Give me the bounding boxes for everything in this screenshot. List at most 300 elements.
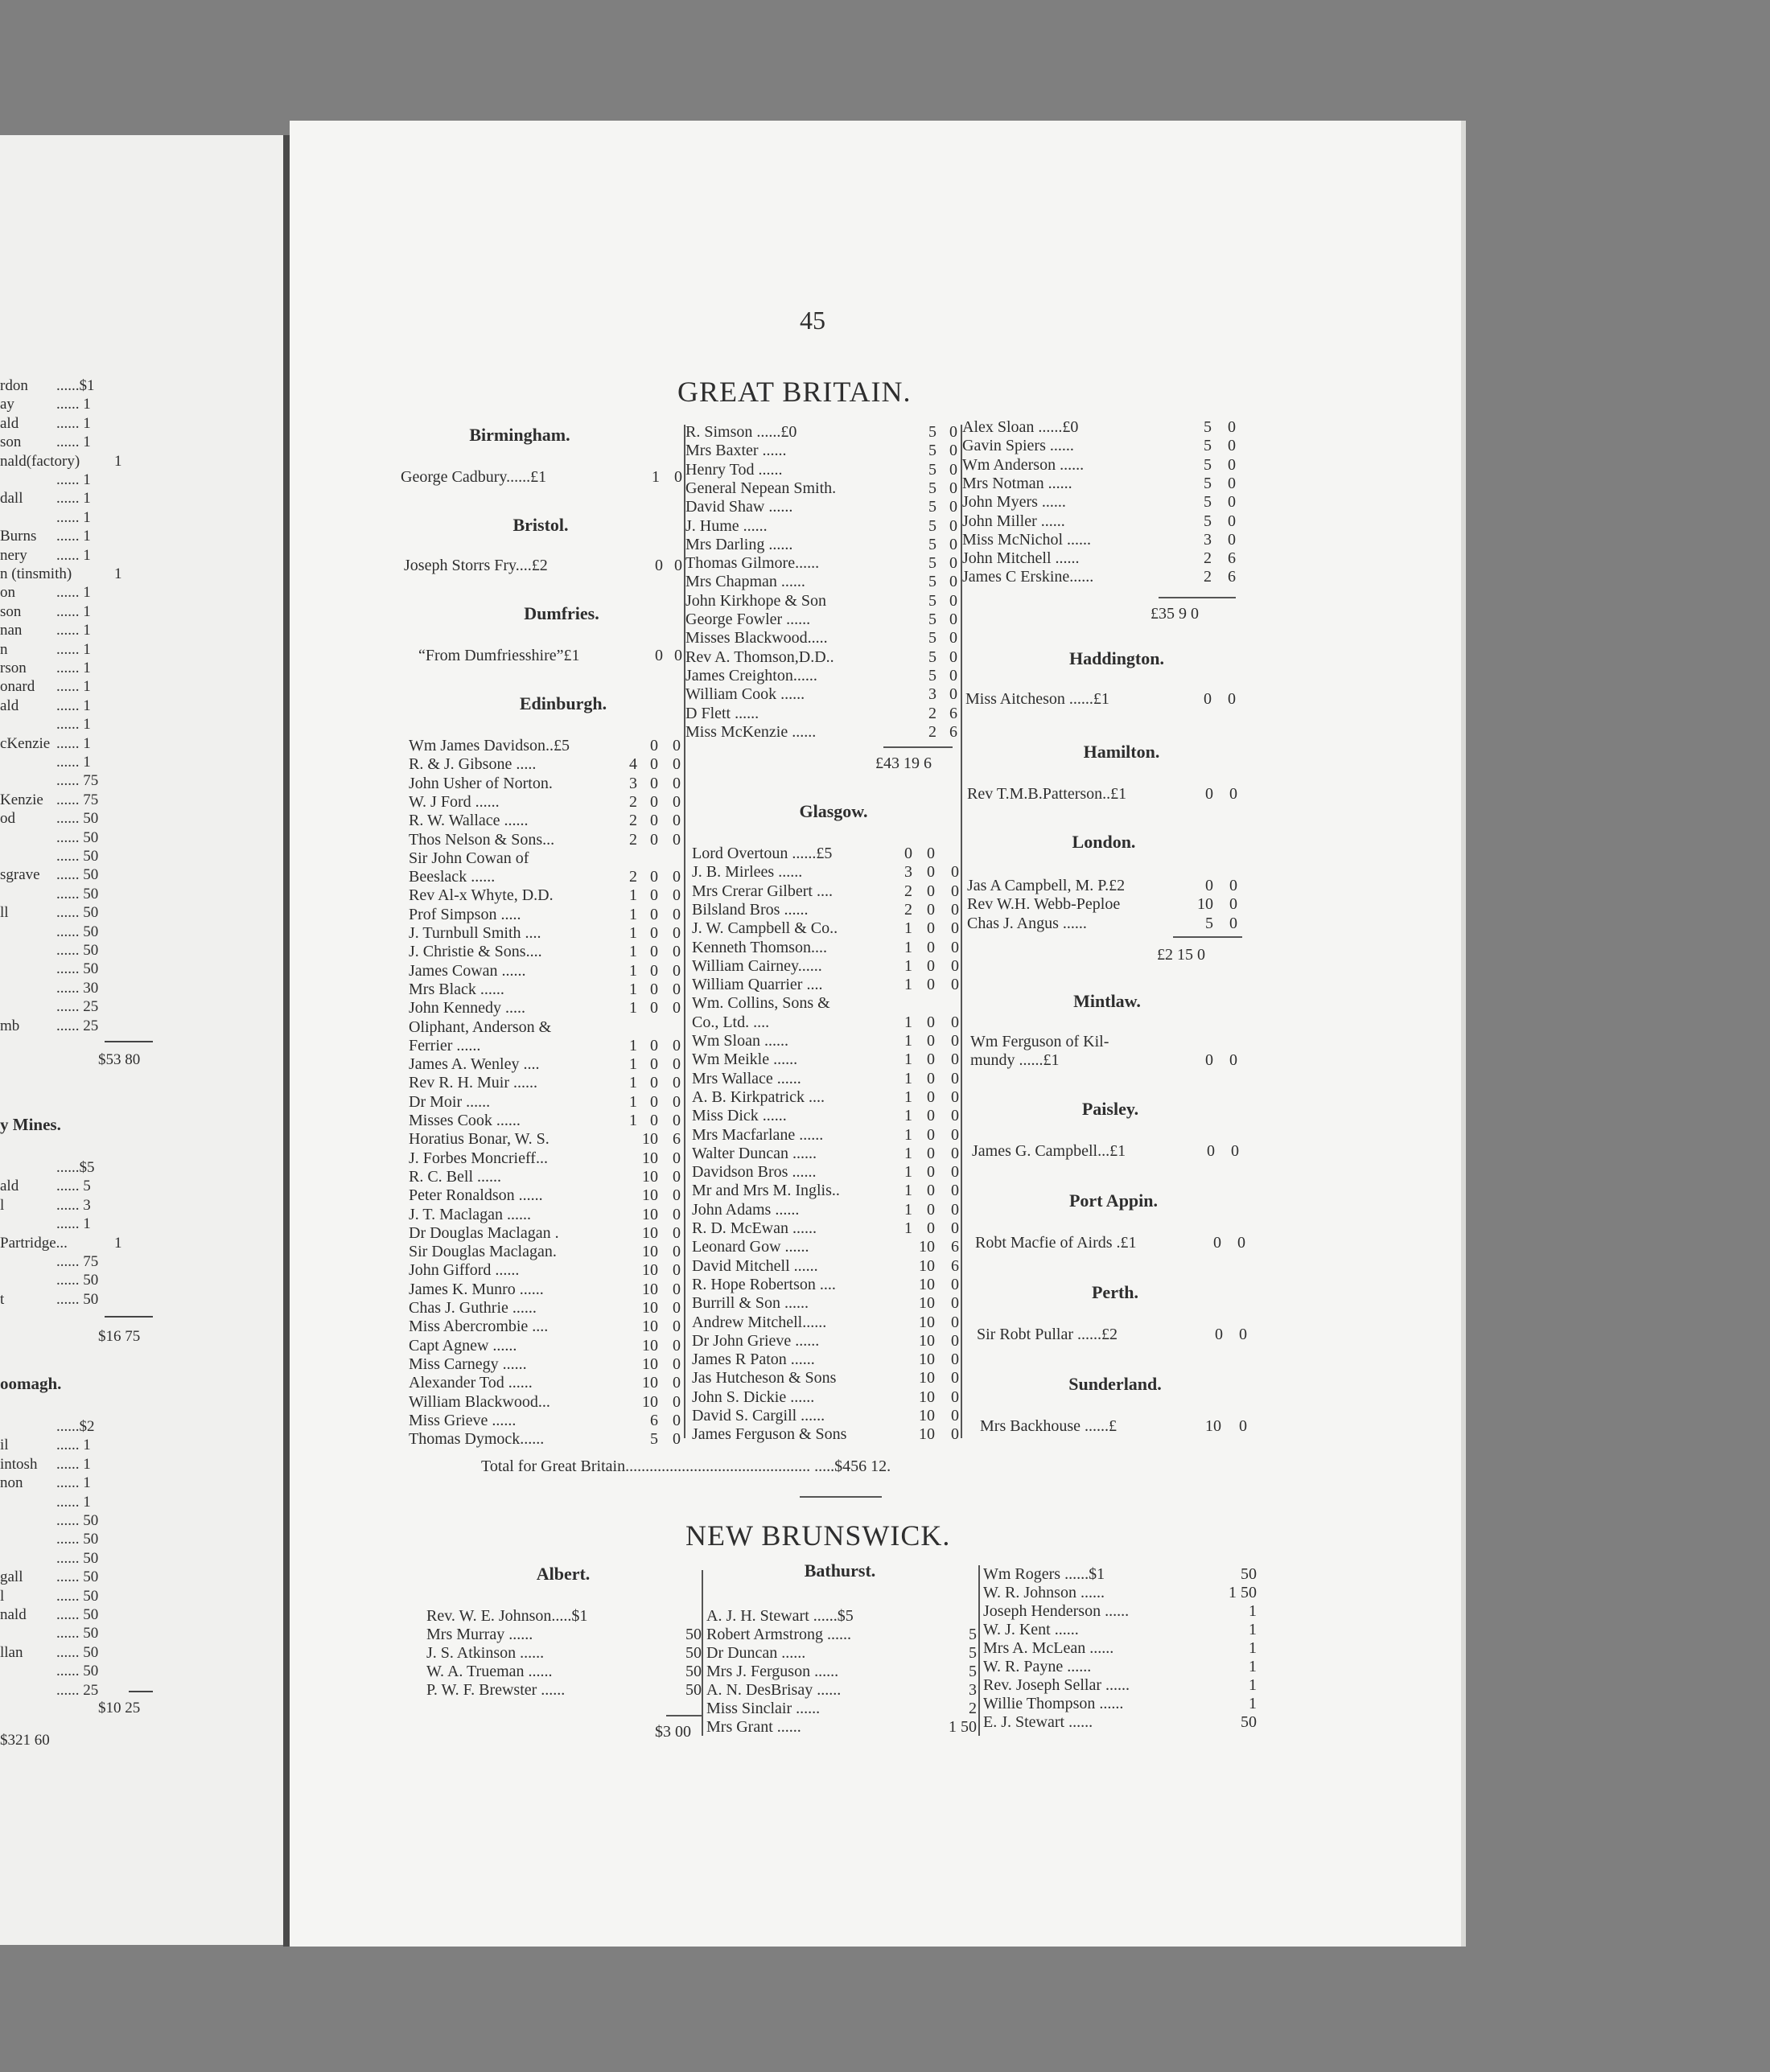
donor-name: Chas J. Angus ......	[967, 914, 1087, 932]
left-line-amount: ...... 1	[56, 508, 91, 526]
donor-name: George Cadbury......£1	[401, 468, 547, 486]
donor-amount: 0	[949, 460, 957, 479]
donor-amount: 0	[951, 1388, 959, 1406]
left-line-amount: ...... 75	[56, 1253, 99, 1270]
donor-row	[685, 461, 959, 480]
donor-amount: 1	[1249, 1602, 1257, 1620]
left-line-amount: ......$5	[56, 1159, 95, 1176]
donor-row	[962, 531, 1242, 550]
donor-amount: 5	[928, 648, 936, 666]
donor-name: Wm Rogers ......$1	[983, 1565, 1105, 1583]
left-line-name: nald	[0, 1606, 27, 1623]
donor-row	[409, 1337, 682, 1356]
donor-row	[409, 1112, 682, 1131]
donor-row	[706, 1718, 977, 1737]
donor-amount: 1	[904, 1107, 912, 1125]
donor-amount: 50	[685, 1663, 702, 1680]
donor-row	[685, 536, 959, 555]
donor-amount: 0	[927, 919, 935, 938]
donor-name: Dr Moir ......	[409, 1092, 491, 1111]
left-line-name: sgrave	[0, 866, 40, 884]
donor-row	[409, 1074, 682, 1093]
donor-name: Burrill & Son ......	[692, 1294, 809, 1313]
donor-amount: 0	[650, 1074, 658, 1092]
donor-amount: 0	[673, 812, 681, 830]
donor-row	[685, 479, 959, 499]
section-divider	[800, 1496, 882, 1498]
donor-row	[685, 629, 959, 648]
donor-amount: 0	[673, 1355, 681, 1373]
donor-name: Robt Macfie of Airds .£1	[975, 1234, 1137, 1252]
donor-row	[983, 1602, 1257, 1622]
donor-row	[409, 1018, 682, 1038]
county-heading: Haddington.	[1069, 648, 1164, 668]
donor-row	[962, 456, 1242, 475]
left-line-amount: ...... 50	[56, 1549, 99, 1567]
donor-amount: 0	[650, 999, 658, 1018]
donor-name: Dr Douglas Maclagan .	[409, 1223, 559, 1242]
donor-amount: 1	[904, 1144, 912, 1162]
county-heading: Perth.	[1091, 1282, 1139, 1302]
donor-name: W. J Ford ......	[409, 792, 500, 811]
left-line-amount: ...... 75	[56, 791, 99, 808]
donor-row	[692, 1238, 962, 1257]
donor-row	[962, 568, 1242, 587]
donor-amount: 0	[673, 1074, 681, 1092]
donor-name: Mrs Black ......	[409, 980, 504, 998]
donor-row	[685, 705, 959, 724]
donor-amount: 6	[1228, 568, 1236, 586]
donor-amount: 0	[949, 591, 957, 610]
donor-amount: 0	[650, 886, 658, 905]
donor-row	[706, 1681, 977, 1700]
donor-amount: 3	[629, 774, 637, 792]
donor-amount: 1	[904, 1050, 912, 1069]
donor-row	[692, 1201, 962, 1220]
donor-row	[685, 648, 959, 668]
donor-amount: 6	[949, 722, 957, 741]
donor-row	[692, 919, 962, 939]
donor-name: Oliphant, Anderson &	[409, 1018, 552, 1036]
donor-row	[692, 994, 962, 1013]
donor-amount: 0	[951, 1107, 959, 1125]
donor-name: Dr Duncan ......	[706, 1644, 806, 1662]
donor-row	[692, 1257, 962, 1276]
donor-amount: 0	[673, 1411, 681, 1429]
donor-row	[967, 895, 1241, 915]
donor-amount: 3	[904, 863, 912, 882]
donor-amount: 5	[650, 1430, 658, 1449]
donor-amount: 0	[951, 1069, 959, 1087]
donor-name: William Quarrier ....	[692, 976, 823, 994]
county-heading: Hamilton.	[1083, 742, 1160, 762]
donor-amount: 2	[928, 704, 936, 722]
donor-name: Jas Hutcheson & Sons	[692, 1369, 837, 1388]
donor-row	[692, 1145, 962, 1164]
donor-name: Mrs Baxter ......	[685, 442, 787, 460]
left-line-amount: ...... 1	[56, 678, 91, 696]
donor-name: Miss McNichol ......	[962, 530, 1091, 549]
donor-name: W. J. Kent ......	[983, 1621, 1079, 1638]
donor-amount: 0	[949, 423, 957, 441]
donor-amount: 0	[673, 1299, 681, 1317]
donor-amount: 2	[928, 722, 936, 741]
donor-amount: 0	[1207, 1142, 1215, 1160]
left-line-name: mb	[0, 1017, 20, 1034]
donor-amount: 0	[927, 1107, 935, 1125]
donor-name: W. R. Johnson ......	[983, 1584, 1105, 1601]
donor-amount: 5	[928, 535, 936, 553]
column-rule	[702, 1570, 703, 1736]
donor-amount: 0	[673, 1336, 681, 1355]
donor-amount: 0	[673, 924, 681, 942]
donor-amount: 5	[928, 573, 936, 591]
donor-amount: 0	[927, 1144, 935, 1162]
donor-amount: 10	[919, 1388, 935, 1406]
donor-row	[692, 1182, 962, 1201]
donor-amount: 0	[650, 792, 658, 811]
donor-amount: 0	[949, 498, 957, 516]
donor-name: Joseph Storrs Fry....£2	[404, 557, 548, 574]
donor-row	[692, 1369, 962, 1388]
donor-amount: 1	[629, 999, 637, 1018]
donor-row	[409, 1281, 682, 1300]
left-line-amount: ...... 50	[56, 866, 99, 884]
donor-row	[426, 1607, 703, 1626]
donor-name: R. D. McEwan ......	[692, 1219, 817, 1237]
donor-amount: 0	[949, 648, 957, 666]
left-line-amount: ...... 50	[56, 848, 99, 865]
donor-amount: 5	[928, 442, 936, 460]
donor-name: Bilsland Bros ......	[692, 900, 809, 919]
donor-name: Davidson Bros ......	[692, 1163, 817, 1182]
donor-name: J. T. Maclagan ......	[409, 1205, 532, 1223]
donor-amount: 0	[949, 573, 957, 591]
donor-row	[983, 1695, 1257, 1714]
donor-name: J. S. Atkinson ......	[426, 1644, 545, 1662]
donor-amount: 0	[650, 1112, 658, 1129]
donor-amount: 6	[951, 1238, 959, 1256]
left-total-rule	[105, 1041, 153, 1042]
donor-row	[692, 1107, 962, 1126]
donor-row	[409, 793, 682, 812]
donor-amount: 5	[1204, 493, 1212, 512]
left-line-name: on	[0, 584, 15, 602]
donor-row	[962, 512, 1242, 532]
donor-amount: 1	[904, 1069, 912, 1087]
donor-name: Wm. Collins, Sons &	[692, 994, 830, 1013]
donor-name: David Mitchell ......	[692, 1256, 818, 1275]
donor-row	[426, 1644, 703, 1663]
donor-amount: 10	[919, 1425, 935, 1444]
left-total: $10 25	[98, 1700, 141, 1716]
donor-amount: 0	[927, 1163, 935, 1182]
donor-row	[409, 1374, 682, 1393]
donor-amount: 0	[951, 938, 959, 956]
donor-amount: 3	[928, 685, 936, 704]
donor-amount: 5	[928, 629, 936, 648]
left-line-name: il	[0, 1437, 9, 1454]
donor-row	[706, 1644, 977, 1663]
column-rule	[978, 1565, 980, 1736]
donor-amount: 0	[1215, 1326, 1223, 1343]
donor-name: John Miller ......	[962, 512, 1065, 530]
donor-amount: 2	[629, 830, 637, 849]
donor-amount: 0	[951, 1294, 959, 1313]
donor-amount: 1	[904, 1182, 912, 1200]
left-line-name: llan	[0, 1643, 23, 1661]
donor-amount: 4	[629, 755, 637, 774]
donor-amount: 10	[919, 1350, 935, 1369]
left-line-amount: ...... 1	[56, 584, 91, 602]
left-line-name: n	[0, 640, 8, 658]
donor-amount: 10	[1197, 895, 1213, 914]
donor-amount: 5	[928, 479, 936, 497]
donor-amount: 10	[919, 1369, 935, 1388]
subtotal-rule	[883, 746, 953, 748]
donor-name: John Myers ......	[962, 493, 1066, 512]
donor-amount: 1	[904, 976, 912, 994]
donor-amount: 0	[650, 1055, 658, 1074]
donor-name: A. N. DesBrisay ......	[706, 1681, 842, 1699]
donor-name: A. J. H. Stewart ......$5	[706, 1607, 854, 1625]
donor-amount: 0	[1205, 1051, 1213, 1070]
donor-amount: 0	[951, 976, 959, 994]
left-line-amount: ...... 1	[56, 716, 91, 734]
donor-amount: 1	[904, 956, 912, 975]
donor-amount: 0	[650, 774, 658, 792]
donor-amount: 0	[673, 1036, 681, 1054]
donor-amount: 5	[969, 1663, 977, 1680]
donor-name: R. C. Bell ......	[409, 1167, 502, 1186]
donor-name: Kenneth Thomson....	[692, 938, 827, 956]
donor-amount: 2	[629, 868, 637, 886]
donor-row	[685, 610, 959, 630]
donor-row	[409, 775, 682, 794]
left-line-name: nery	[0, 546, 27, 564]
donor-row	[685, 442, 959, 461]
donor-amount: 1	[904, 1087, 912, 1106]
donor-name: Henry Tod ......	[685, 460, 783, 479]
donor-row	[962, 418, 1242, 438]
donor-amount: 0	[949, 516, 957, 535]
left-line-amount: ...... 1	[56, 1455, 91, 1473]
donor-row	[977, 1326, 1250, 1345]
donor-amount: 0	[674, 647, 682, 664]
donor-amount: 10	[919, 1313, 935, 1331]
donor-name: John Kennedy .....	[409, 999, 525, 1018]
donor-amount: 0	[1229, 785, 1237, 803]
left-line-amount: ...... 50	[56, 1531, 99, 1548]
donor-row	[706, 1663, 977, 1682]
donor-amount: 5	[928, 554, 936, 573]
left-line-amount: ...... 50	[56, 885, 99, 902]
donor-amount: 5	[1205, 914, 1213, 932]
donor-amount: 1 50	[949, 1718, 977, 1736]
donor-name: Mrs Chapman ......	[685, 573, 805, 591]
donor-amount: 10	[919, 1331, 935, 1350]
donor-amount: 1	[629, 943, 637, 961]
left-line-amount: ...... 50	[56, 960, 99, 978]
subtotal: £43 19 6	[875, 754, 932, 772]
donor-amount: 0	[904, 845, 912, 862]
left-line-amount: ...... 50	[56, 1568, 99, 1586]
left-line-amount: ...... 1	[56, 734, 91, 752]
donor-row	[692, 1088, 962, 1108]
donor-name: James R Paton ......	[692, 1350, 815, 1369]
left-line-amount: 1	[114, 452, 122, 470]
donor-amount: 0	[673, 868, 681, 886]
donor-amount: 0	[949, 535, 957, 553]
donor-amount: 0	[674, 557, 682, 574]
left-line-amount: ...... 25	[56, 1681, 99, 1699]
donor-name: John Adams ......	[692, 1200, 800, 1219]
donor-amount: 0	[951, 1050, 959, 1069]
donor-name: “From Dumfriesshire”£1	[418, 647, 580, 664]
donor-name: Sir Robt Pullar ......£2	[977, 1326, 1118, 1343]
left-line-amount: ...... 50	[56, 1272, 99, 1289]
donor-row	[685, 498, 959, 517]
donor-amount: 2	[629, 812, 637, 830]
donor-amount: 0	[1228, 455, 1236, 474]
donor-amount: 0	[650, 1092, 658, 1111]
donor-name: James Cowan ......	[409, 961, 526, 980]
donor-amount: 0	[673, 1261, 681, 1280]
donor-amount: 0	[673, 1149, 681, 1167]
donor-amount: 0	[951, 882, 959, 900]
donor-row	[409, 1318, 682, 1337]
donor-row	[409, 1206, 682, 1225]
donor-amount: 0	[1229, 1051, 1237, 1070]
donor-amount: 3	[969, 1681, 977, 1699]
donor-name: Miss Grieve ......	[409, 1411, 517, 1429]
donor-amount: 0	[927, 1087, 935, 1106]
donor-amount: 5	[1204, 455, 1212, 474]
page-number: 45	[800, 306, 825, 335]
left-line-amount: ...... 50	[56, 1290, 99, 1308]
donor-amount: 0	[949, 666, 957, 684]
left-heading: oomagh.	[0, 1374, 62, 1393]
donor-amount: 0	[1228, 437, 1236, 455]
donor-amount: 0	[673, 1430, 681, 1449]
donor-name: Co., Ltd. ....	[692, 1013, 770, 1031]
donor-amount: 0	[650, 1036, 658, 1054]
donor-amount: 0	[927, 1219, 935, 1237]
left-total-rule	[105, 1316, 153, 1318]
left-line-amount: ...... 50	[56, 828, 99, 846]
left-line-amount: ...... 50	[56, 923, 99, 940]
donor-amount: 0	[650, 961, 658, 980]
donor-amount: 5	[928, 516, 936, 535]
donor-amount: 0	[951, 863, 959, 882]
donor-amount: 0	[650, 905, 658, 923]
county-heading: Birmingham.	[469, 425, 570, 445]
donor-amount: 0	[951, 956, 959, 975]
donor-amount: 1	[629, 886, 637, 905]
county-heading: London.	[1072, 832, 1136, 852]
left-line-name: t	[0, 1290, 5, 1308]
donor-row	[409, 999, 682, 1018]
donor-amount: 0	[951, 919, 959, 938]
donor-name: David S. Cargill ......	[692, 1407, 825, 1424]
left-total: $53 80	[98, 1051, 141, 1068]
left-line-name: Partridge...	[0, 1234, 68, 1252]
left-line-name: ll	[0, 904, 9, 922]
donor-row	[706, 1607, 977, 1626]
donor-amount: 0	[927, 938, 935, 956]
donor-amount: 1	[1249, 1639, 1257, 1657]
donor-amount: 50	[685, 1681, 702, 1699]
donor-amount: 6	[951, 1256, 959, 1275]
donor-row	[409, 962, 682, 981]
donor-name: Miss Aitcheson ......£1	[965, 690, 1109, 708]
donor-name: Misses Cook ......	[409, 1112, 521, 1129]
donor-name: John Mitchell ......	[962, 549, 1080, 568]
county-heading: Paisley.	[1081, 1099, 1139, 1119]
donor-row	[409, 1186, 682, 1206]
donor-amount: 10	[642, 1167, 658, 1186]
subtotal-rule	[1173, 936, 1242, 938]
donor-name: Miss McKenzie ......	[685, 722, 817, 741]
left-line-amount: ...... 25	[56, 1017, 99, 1034]
donor-amount: 1	[629, 1036, 637, 1054]
donor-row	[409, 812, 682, 831]
donor-amount: 0	[673, 792, 681, 811]
donor-amount: 0	[673, 1392, 681, 1411]
donor-amount: 0	[927, 1032, 935, 1050]
donor-row	[983, 1639, 1257, 1659]
donor-amount: 0	[951, 1125, 959, 1144]
donor-amount: 0	[1231, 1142, 1239, 1160]
donor-row	[426, 1626, 703, 1645]
left-line-amount: ......$1	[56, 377, 95, 394]
donor-row	[967, 877, 1241, 896]
left-line-name: l	[0, 1587, 5, 1605]
left-line-amount: ...... 25	[56, 998, 99, 1016]
county-heading: Mintlaw.	[1073, 991, 1141, 1011]
donor-row	[685, 554, 959, 574]
donor-amount: 0	[655, 647, 663, 664]
donor-amount: 0	[650, 755, 658, 774]
donor-amount: 1 50	[1229, 1584, 1257, 1601]
left-line-amount: ...... 1	[56, 528, 91, 545]
donor-amount: 1	[629, 1074, 637, 1092]
donor-row	[706, 1700, 977, 1719]
donor-amount: 0	[673, 905, 681, 923]
donor-name: Horatius Bonar, W. S.	[409, 1130, 550, 1149]
donor-amount: 0	[951, 1032, 959, 1050]
left-line-amount: ...... 50	[56, 1643, 99, 1661]
donor-amount: 0	[951, 1331, 959, 1350]
donor-amount: 10	[919, 1275, 935, 1293]
donor-name: P. W. F. Brewster ......	[426, 1681, 566, 1699]
donor-amount: 0	[927, 863, 935, 882]
donor-amount: 10	[919, 1238, 935, 1256]
left-line-name: nan	[0, 622, 23, 639]
donor-name: Mrs Backhouse ......£	[980, 1417, 1117, 1435]
donor-row	[409, 980, 682, 1000]
left-line-amount: ...... 50	[56, 942, 99, 959]
donor-amount: 0	[673, 737, 681, 754]
left-line-amount: ...... 1	[56, 414, 91, 432]
donor-amount: 1	[904, 1219, 912, 1237]
donor-name: Miss Dick ......	[692, 1107, 787, 1125]
donor-name: William Cook ......	[685, 685, 805, 704]
donor-amount: 1	[629, 961, 637, 980]
book-gutter	[283, 135, 290, 1947]
left-line-name: ald	[0, 697, 19, 714]
donor-amount: 0	[673, 1167, 681, 1186]
